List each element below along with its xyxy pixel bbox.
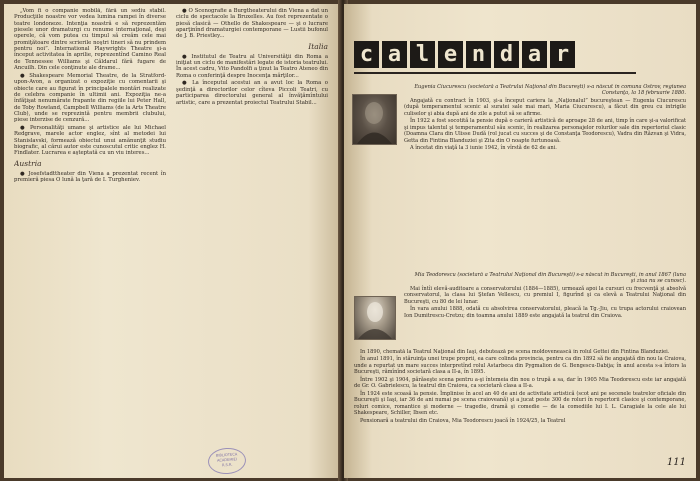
portrait-image <box>353 95 396 144</box>
paragraph: În 1924 este scoasă la pensie. Împlinise în acel an 40 de ani de activitate artistică (scot ani pe secenele teatrelor oficiale din Bucureşti şi Iaşi, iar 36 de ani numai pe scena craioveană) şi a jucat peste 300 de roluri în repertorii clasice şi contemporane, roluri comice, romantice şi moderne — tragedie, dramă şi comedie — de la comediile lui I. L. Caragiale la cele ale lui Shakespeare, Schiller, Ibsen etc. <box>354 390 686 417</box>
paragraph: ● Shakespeare Memorial Theatre, de la Stratford-upon-Avon, a organizat o expoziţie cu comentarii şi obiecte care au figurat în principalele montări realizate de celebra companie în ultimii ani. Expoziţia ne-a înfăţişat nenumărate frapante din regiile lui Peter Hall, de Toby Rowland, Campbell Williams (de la Arts Theatre Club), unde se reprezintă pentru membrii clubului, piese interzise de cenzură... <box>14 72 166 124</box>
title-letter: a <box>382 41 407 68</box>
entry-heading: Mia Teodorescu (societară a Teatrului Naţional din Bucureşti) s-a născut în Bucureşti, în anul 1867 (luna şi ziua nu se cunosc). <box>414 272 686 285</box>
calendar-title <box>354 40 575 68</box>
left-column-1 <box>14 8 166 474</box>
paragraph: Pensionară a teatrului din Craiova, Mia Teodorescu joacă în 1924/25, la Teatrul <box>360 417 566 424</box>
paragraph: ● Institutul de Teatru al Universităţii din Roma a iniţiat un ciclu de manifestări legate de istoria teatrului. În acest cadru, Vito Pandolfi a ţinut la Teatro Ateneo din Roma o conferinţă despre Inocenţa mărţilor... <box>176 53 328 79</box>
left-page <box>4 4 342 478</box>
entry-heading: Eugenia Ciucurescu (societară a Teatrului Naţional din Bucureşti) s-a născut în comuna Ostrov, regiunea Constanţa, la 18 februarie 1880. <box>414 84 686 97</box>
paragraph: ● Personalităţi umane şi artistice ale lui Michael Redgrave, marele actor englez, sînt al metodei lui Stanislavski, formează obiectul unui amănunţit studiu biografic, al cărui autor este cunoscutul critic englez H. Findlater. Lucrarea e aşteptată cu un viu interes... <box>14 124 166 157</box>
title-letter: a <box>522 41 547 68</box>
portrait-eugenia-ciucurescu <box>352 94 397 145</box>
paragraph: În anul 1891, în stăruinţa unei trupe proprii, ea care colinda provincia, pentru ca din 1892 să fie angajată din nou la Craiova, unde a repurtat un mare succes interpretînd rolul Astarbeca din Pygmalion de G. Bengescu-Dabija; în anul acesta s-a întors la Bucureşti, rămînînd societară clasa a II-a, în 1895. <box>354 356 686 376</box>
paragraph: Între 1902 şi 1904, părăseşte scena pentru a-şi întemeia din nou o trupă a sa, dar în 1905 Mia Teodorescu este iar angajată de Gr. O. Gabrielescu, la teatrul din Craiova, ca societară clasa a II-a. <box>354 376 686 390</box>
portrait-mia-teodorescu <box>354 296 396 340</box>
entry-teodorescu-top <box>404 272 686 352</box>
paragraph: A încetat din viaţă la 3 iunie 1942, în vîrstă de 62 de ani. <box>410 145 557 152</box>
title-letter: l <box>410 41 435 68</box>
portrait-image <box>355 297 395 339</box>
paragraph: În vara anului 1888, odată cu absolvirea conservatorului, pleacă la Tg.-Jiu, cu trupa actorului craiovean Ion Dumitrescu-Cretzu; din toamna anului 1889 este angajată la teatrul din Craiova. <box>404 306 686 319</box>
title-letter: r <box>550 41 575 68</box>
paragraph: „Vom fi o companie mobilă, fără un sediu stabil. Producţiile noastre vor vedea lumina rampei în diverse teatre londoneze. Intenţia noastră e să reprezentăm piesele unor dramaturgi cu renume internaţional, deşi operele, că vom putea cu timpul să creăm cele mai promiţătoare dintre scrierile noştri tineri să nu prindem pentru noi”. International Playwrights Theatre şi-a început activitatea în aprilie, reprezentînd Camino Real de Tennessee Williams şi Căldarul fără fugare de Ancuilh. Din cele conţinute ale drame... <box>14 8 166 72</box>
paragraph: Mai întîi elevă-auditoare a conservatorului (1884—1885), urmează apoi la cursuri cu frecvenţă şi absolvă conservatorul, la clasa lui Ştefan Vellescu, cu premiul I, figurînd şi ca elevă a Teatrului Naţional din Bucureşti, cu 80 de lei lunar. <box>404 285 686 305</box>
title-letter: e <box>438 41 463 68</box>
title-letter: n <box>466 41 491 68</box>
title-letter: d <box>494 41 519 68</box>
section-heading-austria: Austria <box>14 158 42 168</box>
stamp-text: BIBLIOTECA <box>215 452 238 458</box>
stamp-text: ACADEMIEI <box>216 457 237 463</box>
paragraph: În 1890, chemată la Teatrul Naţional din Iaşi, debutează pe scena moldovenească în rolul Gettei din Fintina Blanduziei. <box>360 349 670 355</box>
stamp-text: R.S.R. <box>221 462 233 468</box>
paragraph: ● Josefstadttheater din Viena a prezentat recent în premieră piesa O lună la ţară de I. Turgheniev. <box>14 170 166 184</box>
section-heading-italia: Italia <box>308 41 328 51</box>
entry-ciucurescu <box>404 84 686 204</box>
entry-teodorescu-bottom <box>354 349 686 467</box>
paragraph: ● La începutul acestui an a avut loc la Roma o şedinţă a directorilor celor cîteva Piccoli Teatri, cu participarea directorului general al învăţămîntului artistic, care a prezentat proiectul Teatrului Stabil... <box>176 80 328 106</box>
left-column-2 <box>176 8 328 474</box>
paragraph: Angajată cu contract în 1903, şi-a început cariera la „Naţionalul” bucureştean — Eugenia Ciucurescu (după temperamentul scenic al suratei sale mai mari, Maria Ciucurescu), a făcut din greu cu intrigile culiselor şi abia după ani de zile a putut să se afirme. <box>404 97 686 117</box>
paragraph: În 1922 a fost socotită la pensie după o carieră artistică de aproape 28 de ani, timp în care şi-a valorificat şi impus talentul şi temperamentul său scenic, în realizarea personajelor rolurilor sale din repertoriul clasic (Doamna Clara din Ulisse Dudă (rol jucat cu succes şi de Constanţa Teodorescu), Vadra din Răzvan şi Vidra, Getta din Fintina Blanduziei şi Zita din O noapte furtunoasă. <box>404 118 686 144</box>
title-letter: c <box>354 41 379 68</box>
title-underline <box>354 72 636 74</box>
right-page <box>344 4 696 478</box>
paragraph: ● O Scenografie a Burgtheaterului din Viena a dat un ciclu de spectacole la Bruxelles. Au fost reprezentate o piesă clasică — Othello de Shakespeare — şi o lucrare aparţinînd dramaturgiei contemporane — Lustii bufonul de J. B. Priestley... <box>176 8 328 40</box>
page-number: 111 <box>666 457 686 468</box>
